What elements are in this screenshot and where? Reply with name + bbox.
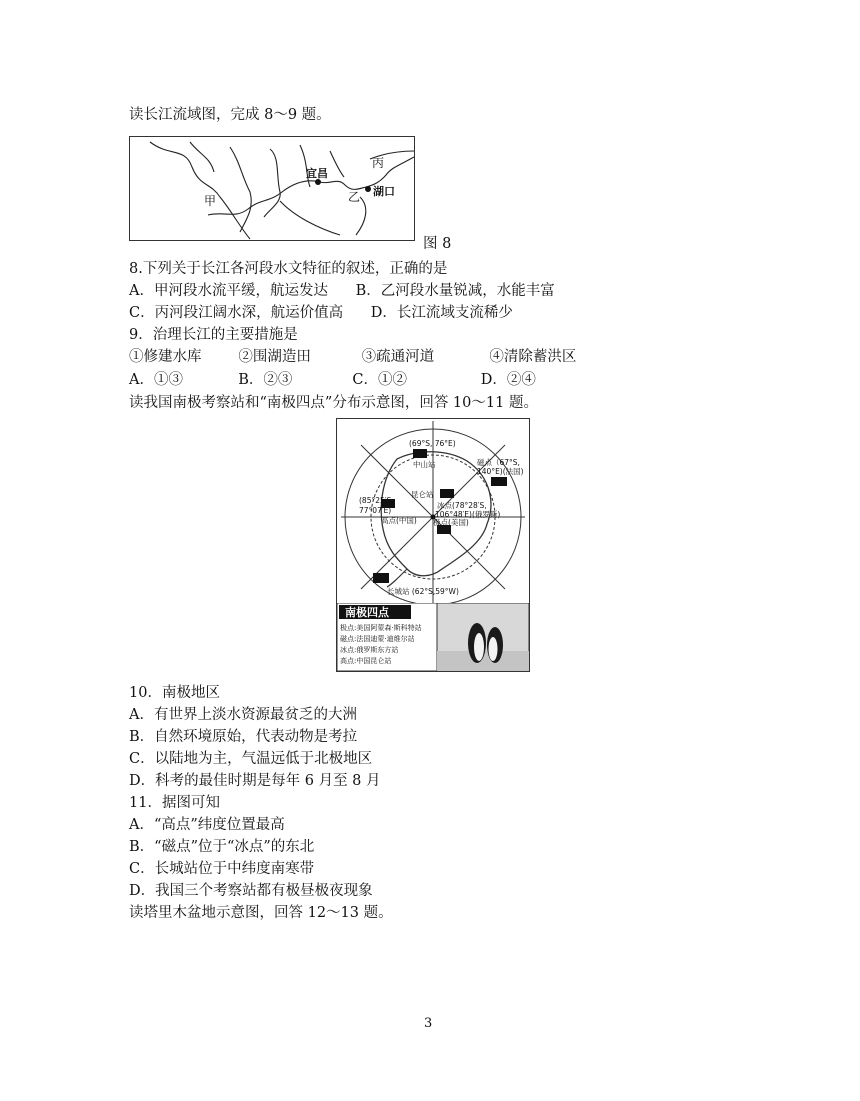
q11-option-b: B．“磁点”位于“冰点”的东北 [129, 839, 315, 855]
kunlun-label: 昆仑站 [411, 490, 434, 499]
high-point-label: 高点(中国) [381, 516, 417, 525]
high-coord-1: (85°25′S, [359, 496, 394, 505]
zhongshan-label: 中山站 [413, 460, 436, 469]
intro-text-2: 读我国南极考察站和“南极四点”分布示意图，回答 10～11 题。 [129, 395, 538, 411]
label-yichang: 宜昌 [306, 167, 328, 180]
q9-stem: 9．治理长江的主要措施是 [129, 327, 298, 343]
label-hukou: 湖口 [373, 185, 395, 198]
q10-option-c: C．以陆地为主，气温远低于北极地区 [129, 751, 373, 767]
antarctic-legend [337, 603, 529, 671]
q10-stem: 10．南极地区 [129, 685, 220, 701]
q10-option-d: D．科考的最佳时期是每年 6 月至 8 月 [129, 773, 381, 789]
q8-options-row2: C．丙河段江阔水深，航运价值高 D．长江流域支流稀少 [129, 305, 513, 321]
pole-label: 极点(美国) [433, 518, 469, 527]
intro-text-1: 读长江流域图，完成 8～9 题。 [129, 107, 331, 123]
q9-options: A．①③ B．②③ C．①② D．②④ [129, 372, 536, 388]
figure-8-label: 图 8 [423, 236, 452, 252]
q9-items: ①修建水库 ②围湖造田 ③疏通河道 ④清除蓄洪区 [129, 349, 577, 365]
changcheng-label: 长城站 (62°S,59°W) [387, 587, 459, 596]
intro-text-3: 读塔里木盆地示意图，回答 12～13 题。 [129, 905, 393, 921]
q11-option-c: C．长城站位于中纬度南寒带 [129, 861, 315, 877]
yangtze-map [129, 136, 415, 241]
q8-options-row1: A．甲河段水流平缓，航运发达 B．乙河段水量锐减，水能丰富 [129, 283, 555, 299]
legend-item-2: 磁点:法国迪蒙·迪维尔站 [340, 635, 415, 643]
label-bing: 丙 [372, 156, 385, 170]
ice-label-1: 冰点(78°28′S, [437, 501, 487, 510]
q10-option-a: A．有世界上淡水资源最贫乏的大洲 [129, 707, 357, 723]
antarctic-map [336, 418, 530, 672]
label-yi: 乙 [348, 190, 361, 204]
magnetic-label-1: 磁点（67°S, [477, 458, 520, 467]
q10-option-b: B．自然环境原始，代表动物是考拉 [129, 729, 358, 745]
legend-item-3: 冰点:俄罗斯东方站 [340, 646, 399, 654]
page-number: 3 [424, 1016, 433, 1031]
q11-stem: 11．据图可知 [129, 795, 220, 811]
penguin-photo [437, 603, 529, 671]
zhongshan-coord: (69°S, 76°E) [409, 439, 456, 448]
legend-title: 南极四点 [345, 606, 389, 619]
ice-label-2: 106°48′E)(俄罗斯) [435, 510, 501, 519]
q11-option-a: A．“高点”纬度位置最高 [129, 817, 285, 833]
label-jia: 甲 [204, 194, 217, 208]
q11-option-d: D．我国三个考察站都有极昼极夜现象 [129, 883, 373, 899]
legend-item-1: 极点:美国阿蒙森·斯科特站 [340, 624, 422, 632]
high-coord-2: 77°07′E) [359, 506, 392, 515]
q8-stem: 8.下列关于长江各河段水文特征的叙述，正确的是 [129, 261, 448, 277]
legend-item-4: 高点:中国昆仑站 [340, 657, 392, 665]
magnetic-label-2: 140°E)(法国) [477, 467, 524, 476]
